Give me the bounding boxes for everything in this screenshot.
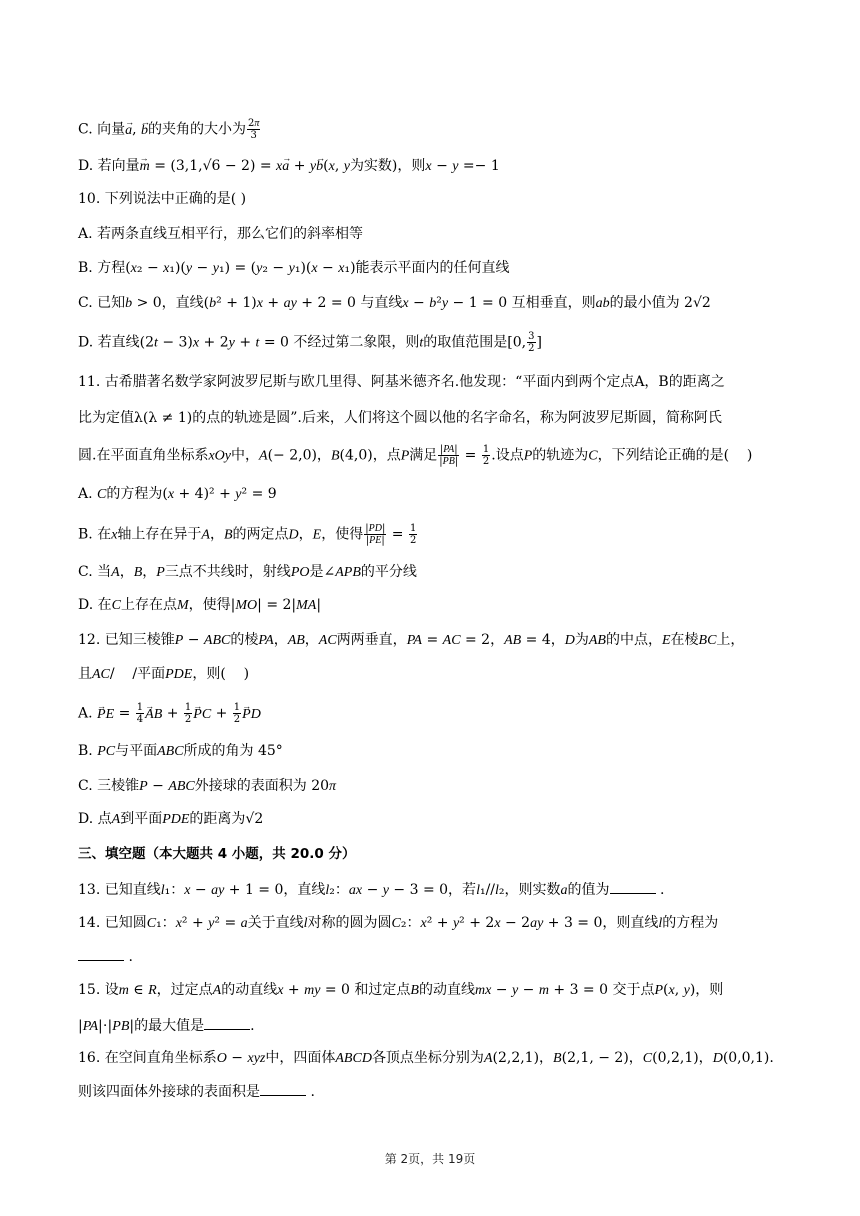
q14-line2: .	[78, 946, 800, 967]
answer-blank	[204, 1015, 250, 1030]
page-footer: 第 2页，共 19页	[384, 1152, 476, 1166]
q12-option-d: D. 点A到平面PDE的距离为√2	[78, 811, 264, 827]
q12-option-b: B. PC与平面ABC所成的角为 45°	[78, 743, 283, 759]
q16-line1: 16. 在空间直角坐标系O − xyz中，四面体ABCD各顶点坐标分别为A(2,2,1)，B(2,1, − 2)，C(0,2,1)，D(0,0,1).	[78, 1050, 774, 1066]
q11-stem-line3: 圆.在平面直角坐标系xOy中，A(− 2,0)，B(4,0)，点P满足 $\frac{|PA|}{|PB|}$ = $\frac{1}{2}$ .设点P的轨迹为C，下列结论正确的是( )	[78, 444, 753, 467]
q15-line1: 15. 设m ∈ R，过定点A的动直线x + my = 0 和过定点B的动直线mx − y − m + 3 = 0 交于点P(x, y)，则	[78, 982, 724, 998]
q15-line2: |PA|⋅|PB|的最大值是 .	[78, 1015, 800, 1037]
q10-option-c: C. 已知b > 0，直线(b² + 1)x + ay + 2 = 0 与直线x − b²y − 1 = 0 互相垂直，则ab的最小值为 2√2	[78, 295, 711, 311]
q10-stem: 10. 下列说法中正确的是( )	[78, 191, 247, 207]
answer-blank	[610, 879, 656, 894]
answer-blank	[78, 946, 124, 961]
q10-option-d: D. 若直线(2t − 3)x + 2y + t = 0 不经过第二象限，则t的取值范围是[0, $\frac{3}{2}$ ]	[78, 331, 542, 354]
q16-line2: 则该四面体外接球的表面积是 .	[78, 1081, 800, 1102]
q11-stem-line2: 比为定值λ(λ ≠ 1)的点的轨迹是圆”.后来，人们将这个圆以他的名字命名，称为阿波罗尼斯圆，简称阿氏	[78, 410, 722, 426]
q11-option-a: A. C的方程为(x + 4)² + y² = 9	[78, 486, 277, 502]
q11-stem-line1: 11. 古希腊著名数学家阿波罗尼斯与欧几里得、阿基米德齐名.他发现：“平面内到两个定点A，B的距离之	[78, 374, 725, 390]
q11-option-d: D. 在C上存在点M，使得|MO| = 2|MA|	[78, 597, 322, 613]
answer-blank	[260, 1081, 306, 1096]
q9-option-d: D. 若向量→ m = (3,1,√6 − 2) = x→ a + y→ b(x, y为实数)，则x − y =− 1	[78, 156, 800, 177]
q12-option-a: A. → PE = $\frac{1}{4}$ → AB + $\frac{1}{2}$ → PC + $\frac{1}{2}$ → PD	[78, 702, 800, 725]
section-heading-fill-in: 三、填空题（本大题共 4 小题，共 20.0 分）	[78, 846, 356, 862]
q12-option-c: C. 三棱锥P − ABC外接球的表面积为 20π	[78, 778, 337, 794]
q10-option-b: B. 方程(x₂ − x₁)(y − y₁) = (y₂ − y₁)(x − x₁)能表示平面内的任何直线	[78, 260, 510, 276]
q12-stem-line2: 且AC/ /平面PDE，则( )	[78, 666, 250, 682]
q14-line1: 14. 已知圆C₁：x² + y² = a关于直线l对称的圆为圆C₂：x² + y² + 2x − 2ay + 3 = 0，则直线l的方程为	[78, 915, 719, 931]
q9-option-c: C. 向量→ a, → b的夹角的大小为 $\frac{2\pi}{3}$	[78, 118, 800, 141]
q11-option-c: C. 当A，B，P三点不共线时，射线PO是∠APB的平分线	[78, 564, 417, 580]
q13: 13. 已知直线l₁：x − ay + 1 = 0，直线l₂：ax − y − 3 = 0，若l₁//l₂，则实数a的值为 .	[78, 879, 800, 901]
q10-option-a: A. 若两条直线互相平行，那么它们的斜率相等	[78, 226, 364, 242]
q12-stem-line1: 12. 已知三棱锥P − ABC的棱PA，AB，AC两两垂直，PA = AC = 2，AB = 4，D为AB的中点，E在棱BC上，	[78, 632, 745, 648]
q11-option-b: B. 在x轴上存在异于A，B的两定点D，E，使得 $\frac{|PD|}{|PE|}$ = $\frac{1}{2}$	[78, 523, 417, 546]
